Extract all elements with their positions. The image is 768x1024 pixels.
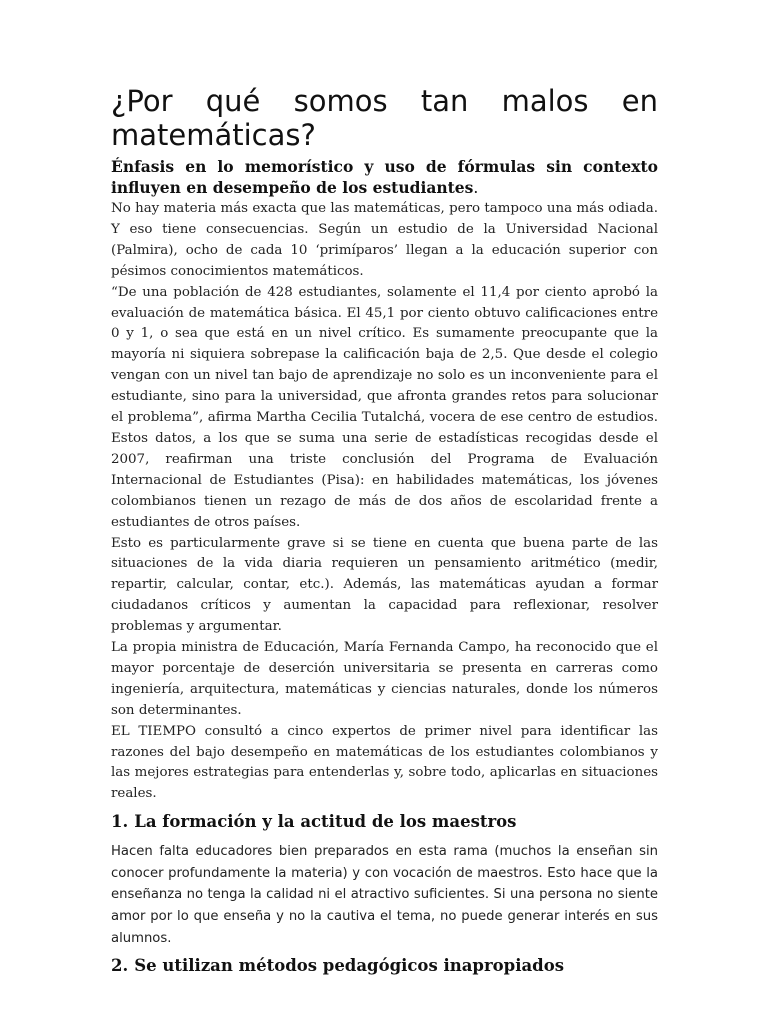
paragraph-importance: Esto es particularmente grave si se tiene en cuenta que buena parte de las situaciones de la vida diaria requieren un pensamiento aritmético (medir, repartir, calcular, contar, etc.). Además, las matemáticas ayudan a formar ciudadanos críticos y aumentan la capacidad para reflexionar, resolver problemas y argumentar.	[111, 535, 658, 635]
section-title-2: Se utilizan métodos pedagógicos inapropiados	[134, 956, 564, 976]
section-heading-2	[111, 955, 658, 977]
paragraph-minister: La propia ministra de Educación, María Fernanda Campo, ha reconocido que el mayor porcentaje de deserción universitaria se presenta en carreras como ingeniería, arquitectura, matemáticas y ciencias naturales, donde los números son determinantes.	[111, 640, 658, 718]
section-number-2: 2.	[111, 956, 129, 976]
section-heading-1	[111, 811, 658, 833]
paragraph-intro: No hay materia más exacta que las matemáticas, pero tampoco una más odiada. Y eso tiene consecuencias. Según un estudio de la Universidad Nacional (Palmira), ocho de cada 10 ‘primíparos’ llegan a la educación superior con pésimos conocimientos matemáticos.	[111, 201, 658, 279]
article-subtitle-text: Énfasis en lo memorístico y uso de fórmulas sin contexto influyen en desempeño de los estudiantes	[111, 157, 658, 197]
section-number-1: 1.	[111, 812, 129, 832]
section-text-1: Hacen falta educadores bien preparados en esta rama (muchos la enseñan sin conocer profundamente la materia) y con vocación de maestros. Esto hace que la enseñanza no tenga la calidad ni el atractivo suficientes. Si una persona no siente amor por lo que enseña y no la cautiva el tema, no puede generar interés en sus alumnos.	[111, 844, 658, 946]
paragraph-quote: “De una población de 428 estudiantes, solamente el 11,4 por ciento aprobó la evaluación de matemática básica. El 45,1 por ciento obtuvo calificaciones entre 0 y 1, o sea que está en un nivel crítico. Es sumamente preocupante que la mayoría ni siquiera sobrepase la calificación baja de 2,5. Que desde el colegio vengan con un nivel tan bajo de aprendizaje no solo es un inconveniente para el estudiante, sino para la universidad, que afronta grandes retos para solucionar el problema”, afirma Martha Cecilia Tutalchá, vocera de ese centro de estudios. Estos datos, a los que se suma una serie de estadísticas recogidas desde el 2007, reafirman una triste conclusión del Programa de Evaluación Internacional de Estudiantes (Pisa): en habilidades matemáticas, los jóvenes colombianos tienen un rezago de más de dos años de escolaridad frente a estudiantes de otros países.	[111, 284, 658, 530]
article	[111, 84, 658, 985]
article-title-line-1: ¿Por qué somos tan malos en	[111, 84, 658, 118]
section-title-1: La formación y la actitud de los maestros	[134, 812, 517, 832]
article-subtitle	[111, 156, 658, 199]
article-title-line-2: matemáticas?	[111, 118, 316, 152]
paragraph-experts: EL TIEMPO consultó a cinco expertos de primer nivel para identificar las razones del bajo desempeño en matemáticas de los estudiantes colombianos y las mejores estrategias para entenderlas y, sobre todo, aplicarlas en situaciones reales.	[111, 723, 658, 802]
article-title	[111, 84, 658, 152]
article-subtitle-period: .	[473, 179, 479, 197]
